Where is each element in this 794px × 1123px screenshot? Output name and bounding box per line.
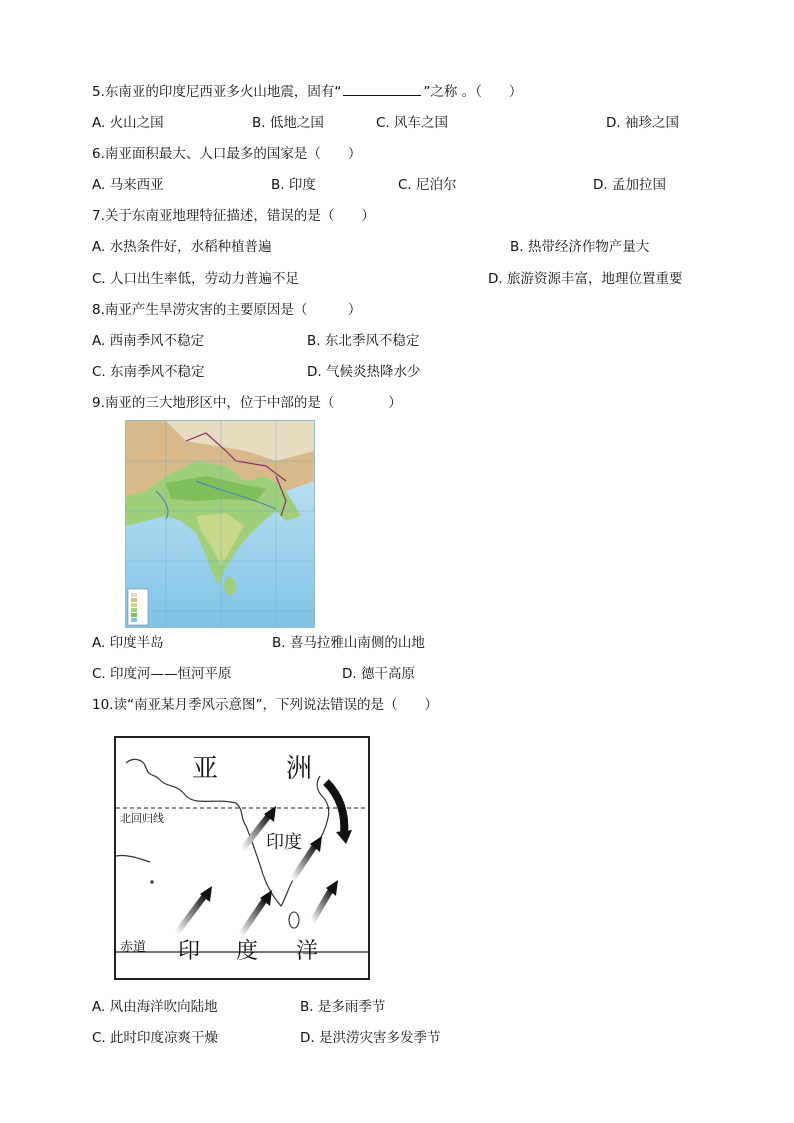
question-7-option-a: A. 水热条件好，水稻种植普遍: [92, 239, 272, 255]
question-8-option-a: A. 西南季风不稳定: [92, 333, 205, 349]
question-6-option-d: D. 孟加拉国: [593, 177, 666, 193]
question-8-stem: 8.南亚产生旱涝灾害的主要原因是（ ）: [92, 302, 362, 318]
question-5-stem-part1: 5.东南亚的印度尼西亚多火山地震，固有“: [92, 84, 342, 100]
question-10-option-c: C. 此时印度凉爽干燥: [92, 1030, 219, 1046]
question-9-option-c: C. 印度河——恒河平原: [92, 666, 232, 682]
question-5-option-c: C. 风车之国: [376, 115, 449, 131]
question-8-option-c: C. 东南季风不稳定: [92, 364, 205, 380]
question-7-option-b: B. 热带经济作物产量大: [510, 239, 650, 255]
question-5-stem: [92, 82, 522, 101]
label-equator: 赤道: [120, 940, 147, 955]
question-6-option-b: B. 印度: [271, 177, 316, 193]
question-9-stem: 9.南亚的三大地形区中，位于中部的是（ ）: [92, 395, 402, 411]
question-5-stem-part2: ”之称 。（ ）: [423, 84, 523, 100]
label-ocean-char-1: 印: [178, 939, 201, 964]
question-5-option-d: D. 袖珍之国: [606, 115, 679, 131]
label-ocean-char-3: 洋: [296, 939, 319, 964]
question-6-option-a: A. 马来西亚: [92, 177, 164, 193]
question-10-option-a: A. 风由海洋吹向陆地: [92, 999, 218, 1015]
question-7-stem: 7.关于东南亚地理特征描述，错误的是（ ）: [92, 208, 375, 224]
south-asia-terrain-map: [125, 420, 315, 628]
terrain-map-graphic: [126, 421, 314, 627]
label-asia-char-2: 洲: [286, 754, 313, 784]
question-8-option-d: D. 气候炎热降水少: [307, 364, 421, 380]
question-7-option-c: C. 人口出生率低，劳动力普遍不足: [92, 271, 300, 287]
question-9-option-d: D. 德干高原: [342, 666, 415, 682]
question-6-option-c: C. 尼泊尔: [398, 177, 457, 193]
question-8-option-b: B. 东北季风不稳定: [307, 333, 420, 349]
label-asia-char-1: 亚: [192, 754, 219, 784]
question-5-option-b: B. 低地之国: [252, 115, 324, 131]
question-10-option-d: D. 是洪涝灾害多发季节: [300, 1030, 441, 1046]
question-10-option-b: B. 是多雨季节: [300, 999, 386, 1015]
question-7-option-d: D. 旅游资源丰富，地理位置重要: [488, 271, 683, 287]
question-9-option-a: A. 印度半岛: [92, 635, 164, 651]
answer-blank: [343, 82, 421, 96]
question-10-stem: 10.读“南亚某月季风示意图”，下列说法错误的是（ ）: [92, 697, 438, 713]
label-tropic-of-cancer: 北回归线: [120, 812, 164, 825]
question-6-stem: 6.南亚面积最大、人口最多的国家是（ ）: [92, 146, 362, 162]
label-india: 印度: [266, 832, 302, 853]
label-ocean-char-2: 度: [236, 939, 259, 964]
question-5-option-a: A. 火山之国: [92, 115, 164, 131]
south-asia-monsoon-map: [114, 736, 370, 980]
question-9-option-b: B. 喜马拉雅山南侧的山地: [272, 635, 425, 651]
